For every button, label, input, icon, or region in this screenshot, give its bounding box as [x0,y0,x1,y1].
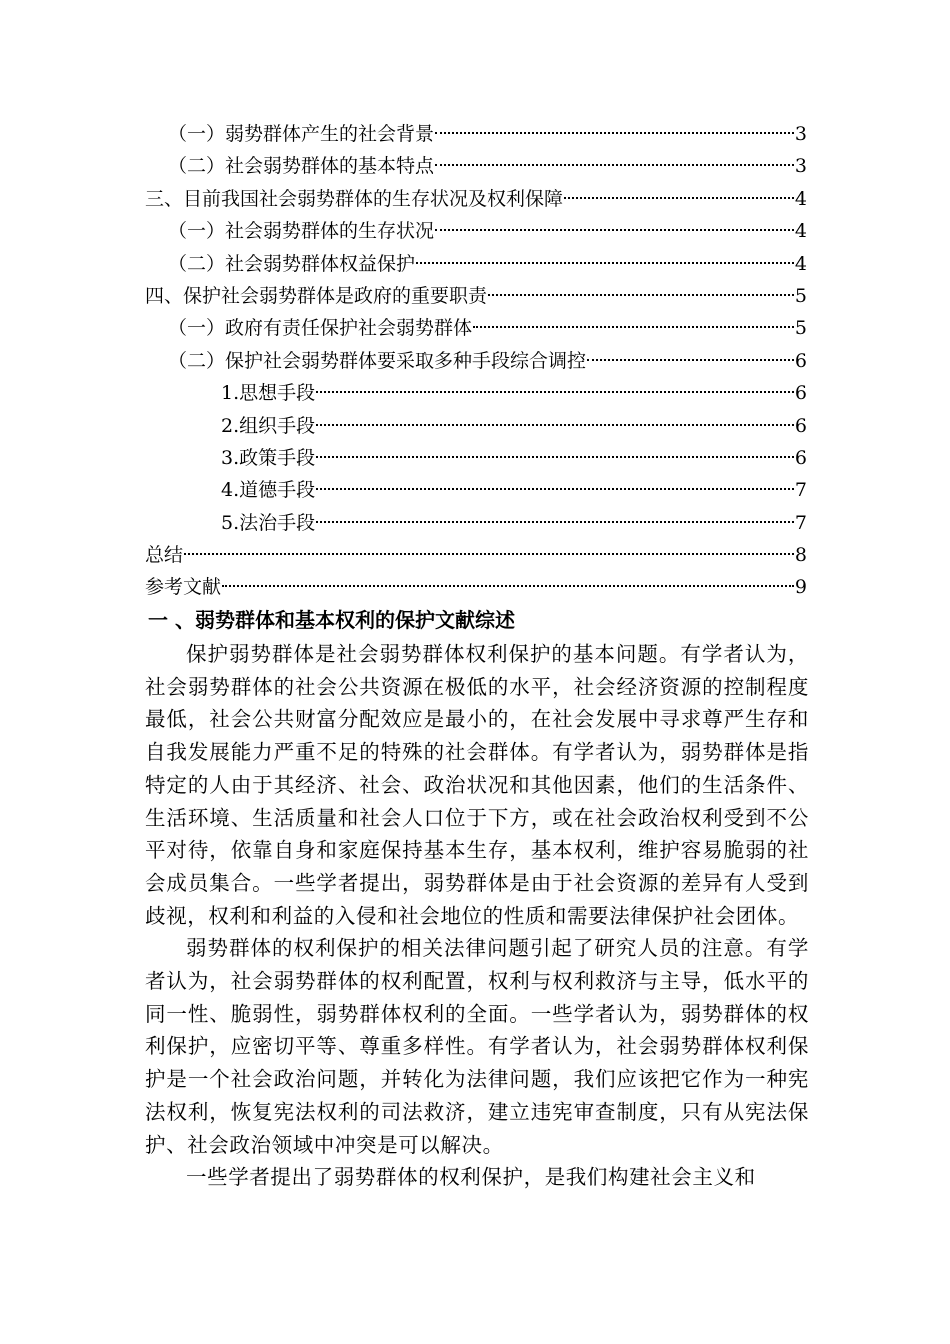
toc-entry-page: 8 [794,544,807,567]
toc-entry-title: （一）弱势群体产生的社会背景 [168,123,435,145]
toc-entry-page: 6 [794,382,807,405]
toc-entry[interactable] [145,150,807,182]
toc-entry[interactable] [145,507,807,539]
toc-entry-title: 3.政策手段 [221,446,316,469]
toc-entry[interactable] [145,377,807,409]
toc-entry-title: （一）政府有责任保护社会弱势群体 [168,317,473,340]
toc-entry[interactable] [145,248,807,280]
toc-entry[interactable] [145,118,807,150]
toc-entry-title: 总结 [145,544,184,567]
toc-entry-page: 5 [794,284,807,307]
toc-leader-dots [416,261,794,264]
toc-entry-page: 3 [794,123,807,145]
toc-entry-page: 9 [794,576,807,599]
toc-entry-page: 6 [794,414,807,437]
toc-entry-title: 5.法治手段 [221,511,316,534]
toc-entry-title: 参考文献 [145,576,222,599]
toc-leader-dots [316,520,794,523]
toc-entry-title: 四、保护社会弱势群体是政府的重要职责 [145,284,488,307]
toc-entry-page: 4 [794,252,807,275]
toc-leader-dots [435,131,794,134]
toc-leader-dots [316,455,794,458]
toc-leader-dots [488,293,794,296]
toc-entry-title: 2.组织手段 [221,414,316,437]
body-paragraph: 一些学者提出了弱势群体的权利保护，是我们构建社会主义和 [186,1165,756,1190]
toc-entry[interactable] [145,215,807,247]
toc-entry-page: 6 [794,349,807,372]
toc-entry[interactable] [145,474,807,506]
toc-leader-dots [222,584,794,587]
toc-entry[interactable] [145,571,807,603]
toc-entry-title: （二）社会弱势群体权益保护 [168,252,416,275]
toc-leader-dots [473,325,794,328]
toc-entry[interactable] [145,410,807,442]
toc-leader-dots [316,423,794,426]
table-of-contents [145,118,807,604]
toc-entry-page: 5 [794,317,807,340]
toc-entry-title: （一）社会弱势群体的生存状况 [168,220,435,243]
section-heading: 一 、弱势群体和基本权利的保护文献综述 [148,608,515,632]
section-body [145,638,809,1194]
toc-entry-title: （二）社会弱势群体的基本特点 [168,155,435,178]
toc-entry-page: 6 [794,446,807,469]
toc-entry[interactable] [145,442,807,474]
toc-leader-dots [316,390,794,393]
toc-entry-title: 4.道德手段 [221,479,316,502]
toc-leader-dots [564,196,794,199]
toc-entry-page: 7 [794,511,807,534]
toc-entry-title: 三、目前我国社会弱势群体的生存状况及权利保障 [145,187,564,210]
toc-leader-dots [184,552,794,555]
body-paragraph: 保护弱势群体是社会弱势群体权利保护的基本问题。有学者认为，社会弱势群体的社会公共资源在极低的水平，社会经济资源的控制程度最低，社会公共财富分配效应是最小的，在社会发展中寻求尊严生存和自我发展能力严重不足的特殊的社会群体。有学者认为，弱势群体是指特定的人由于其经济、社会、政治状况和其他因素，他们的生活条件、生活环境、生活质量和社会人口位于下方，或在社会政治权利受到不公平对待，依靠自身和家庭保持基本生存，基本权利，维护容易脆弱的社会成员集合。一些学者提出，弱势群体是由于社会资源的差异有人受到歧视，权利和利益的入侵和社会地位的性质和需要法律保护社会团体。 [145,642,809,928]
toc-leader-dots [587,358,794,361]
toc-leader-dots [435,163,794,166]
toc-leader-dots [435,228,794,231]
toc-entry-page: 4 [794,220,807,243]
toc-entry-page: 7 [794,479,807,502]
toc-entry[interactable] [145,183,807,215]
toc-entry[interactable] [145,280,807,312]
toc-entry[interactable] [145,539,807,571]
toc-entry[interactable] [145,345,807,377]
toc-entry[interactable] [145,312,807,344]
toc-leader-dots [316,487,794,490]
toc-entry-title: （二）保护社会弱势群体要采取多种手段综合调控 [168,349,587,372]
toc-entry-page: 3 [794,155,807,178]
body-paragraph: 弱势群体的权利保护的相关法律问题引起了研究人员的注意。有学者认为，社会弱势群体的权利配置，权利与权利救济与主导，低水平的同一性、脆弱性，弱势群体权利的全面。一些学者认为，弱势群体的权利保护，应密切平等、尊重多样性。有学者认为，社会弱势群体权利保护是一个社会政治问题，并转化为法律问题，我们应该把它作为一种宪法权利，恢复宪法权利的司法救济，建立违宪审查制度，只有从宪法保护、社会政治领域中冲突是可以解决。 [145,936,809,1157]
toc-entry-title: 1.思想手段 [221,382,316,405]
toc-entry-page: 4 [794,187,807,210]
